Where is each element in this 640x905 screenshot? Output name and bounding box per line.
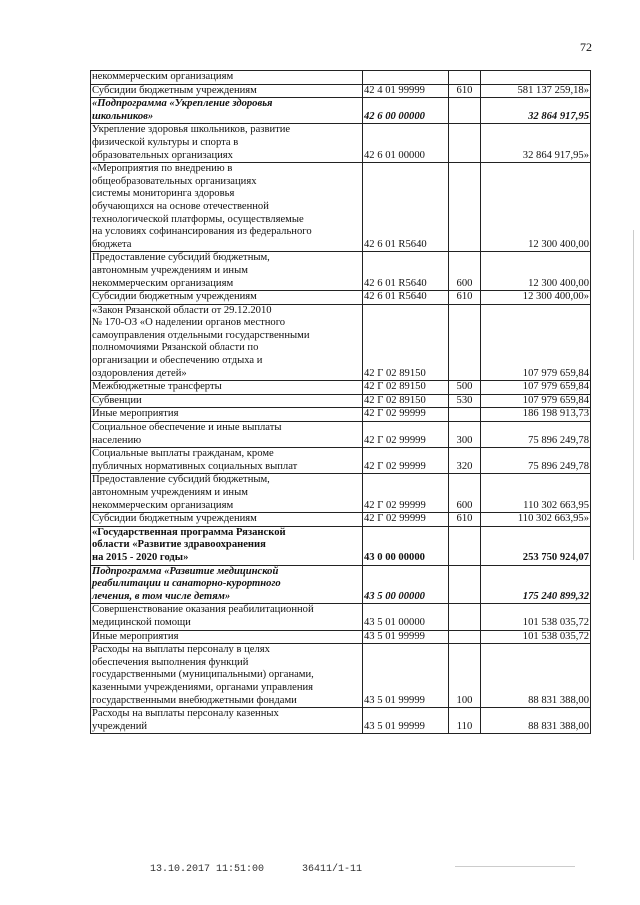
table-row: [91, 630, 591, 644]
table-row: [91, 644, 591, 708]
row-code-cell: 42 4 01 99999: [363, 84, 449, 98]
table-row: [91, 474, 591, 513]
row-code-cell: [363, 71, 449, 85]
row-expense-type-cell: [449, 604, 481, 630]
row-code-cell: 42 Г 02 99999: [363, 408, 449, 422]
row-code-cell: 42 6 00 00000: [363, 98, 449, 124]
table-row: [91, 565, 591, 604]
row-amount-cell: 101 538 035,72: [481, 604, 591, 630]
row-expense-type-cell: 320: [449, 448, 481, 474]
row-code-cell: 43 5 01 99999: [363, 708, 449, 734]
footer-datetime: 13.10.2017 11:51:00: [150, 864, 265, 875]
row-expense-type-cell: 610: [449, 513, 481, 527]
row-code-cell: 43 5 01 00000: [363, 604, 449, 630]
row-amount-cell: 107 979 659,84: [481, 381, 591, 395]
row-name-cell: Иные мероприятия: [91, 630, 363, 644]
table-row: [91, 291, 591, 305]
row-code-cell: 42 Г 02 99999: [363, 448, 449, 474]
table-row: [91, 71, 591, 85]
row-expense-type-cell: 100: [449, 644, 481, 708]
row-amount-cell: [481, 71, 591, 85]
row-amount-cell: 88 831 388,00: [481, 644, 591, 708]
table-row: [91, 394, 591, 408]
row-amount-cell: 186 198 913,73: [481, 408, 591, 422]
row-code-cell: 42 Г 02 89150: [363, 394, 449, 408]
row-code-cell: 42 Г 02 89150: [363, 381, 449, 395]
row-expense-type-cell: 500: [449, 381, 481, 395]
row-amount-cell: 101 538 035,72: [481, 630, 591, 644]
row-code-cell: 42 Г 02 99999: [363, 474, 449, 513]
row-amount-cell: 107 979 659,84: [481, 394, 591, 408]
scan-edge-line: [633, 230, 634, 560]
row-code-cell: 42 6 01 00000: [363, 124, 449, 163]
table-row: [91, 448, 591, 474]
row-expense-type-cell: [449, 124, 481, 163]
table-row: [91, 526, 591, 565]
table-row: [91, 252, 591, 291]
row-name-cell: Предоставление субсидий бюджетным, автономным учреждениям и иным некоммерческим организациям: [91, 474, 363, 513]
table-row: [91, 304, 591, 381]
scan-speck: [455, 866, 575, 867]
row-code-cell: 42 Г 02 99999: [363, 422, 449, 448]
row-amount-cell: 110 302 663,95»: [481, 513, 591, 527]
table-row: [91, 513, 591, 527]
row-name-cell: Социальное обеспечение и иные выплаты населению: [91, 422, 363, 448]
row-name-cell: Субсидии бюджетным учреждениям: [91, 291, 363, 305]
table-row: [91, 408, 591, 422]
row-name-cell: Укрепление здоровья школьников, развитие физической культуры и спорта в образовательных организациях: [91, 124, 363, 163]
row-expense-type-cell: [449, 630, 481, 644]
row-name-cell: Социальные выплаты гражданам, кроме публичных нормативных социальных выплат: [91, 448, 363, 474]
row-name-cell: Подпрограмма «Развитие медицинской реабилитации и санаторно-курортного лечения, в том числе детям»: [91, 565, 363, 604]
row-name-cell: Совершенствование оказания реабилитационной медицинской помощи: [91, 604, 363, 630]
row-name-cell: Межбюджетные трансферты: [91, 381, 363, 395]
row-expense-type-cell: [449, 98, 481, 124]
row-amount-cell: 75 896 249,78: [481, 422, 591, 448]
row-expense-type-cell: [449, 565, 481, 604]
table-row: [91, 98, 591, 124]
row-expense-type-cell: [449, 163, 481, 252]
row-name-cell: некоммерческим организациям: [91, 71, 363, 85]
row-expense-type-cell: [449, 304, 481, 381]
row-name-cell: «Закон Рязанской области от 29.12.2010 № 170-ОЗ «О наделении органов местного самоуправления отдельными государственными полномочиями Рязанской области по организации и обеспечению отдыха и оздоровления детей»: [91, 304, 363, 381]
row-expense-type-cell: 600: [449, 474, 481, 513]
row-name-cell: «Государственная программа Рязанской области «Развитие здравоохранения на 2015 - 2020 годы»: [91, 526, 363, 565]
row-expense-type-cell: 110: [449, 708, 481, 734]
row-amount-cell: 75 896 249,78: [481, 448, 591, 474]
budget-table-body: [91, 71, 591, 734]
row-name-cell: Субсидии бюджетным учреждениям: [91, 513, 363, 527]
row-name-cell: Субвенции: [91, 394, 363, 408]
row-amount-cell: 32 864 917,95»: [481, 124, 591, 163]
row-expense-type-cell: [449, 526, 481, 565]
row-code-cell: 42 Г 02 99999: [363, 513, 449, 527]
row-amount-cell: 581 137 259,18»: [481, 84, 591, 98]
row-amount-cell: 12 300 400,00: [481, 163, 591, 252]
row-amount-cell: 107 979 659,84: [481, 304, 591, 381]
table-row: [91, 124, 591, 163]
row-amount-cell: 110 302 663,95: [481, 474, 591, 513]
row-expense-type-cell: 300: [449, 422, 481, 448]
row-code-cell: 43 5 00 00000: [363, 565, 449, 604]
row-name-cell: «Мероприятия по внедрению в общеобразовательных организациях системы мониторинга здоровья обучающихся на основе отечественной технологической платформы, осуществляемые на условиях софинансирования из федерального бюджета: [91, 163, 363, 252]
row-code-cell: 42 6 01 R5640: [363, 163, 449, 252]
row-name-cell: Предоставление субсидий бюджетным, автономным учреждениям и иным некоммерческим организациям: [91, 252, 363, 291]
row-name-cell: Расходы на выплаты персоналу в целях обеспечения выполнения функций государственными (муниципальными) органами, казенными учреждениями, органами управления государственными внебюджетными фондами: [91, 644, 363, 708]
row-amount-cell: 253 750 924,07: [481, 526, 591, 565]
row-expense-type-cell: [449, 71, 481, 85]
row-expense-type-cell: [449, 408, 481, 422]
row-amount-cell: 32 864 917,95: [481, 98, 591, 124]
table-row: [91, 604, 591, 630]
row-code-cell: 42 6 01 R5640: [363, 291, 449, 305]
row-code-cell: 43 5 01 99999: [363, 644, 449, 708]
row-code-cell: 43 0 00 00000: [363, 526, 449, 565]
row-name-cell: Расходы на выплаты персоналу казенных учреждений: [91, 708, 363, 734]
row-amount-cell: 88 831 388,00: [481, 708, 591, 734]
row-expense-type-cell: 610: [449, 84, 481, 98]
row-name-cell: «Подпрограмма «Укрепление здоровья школьников»: [91, 98, 363, 124]
table-row: [91, 708, 591, 734]
row-code-cell: 43 5 01 99999: [363, 630, 449, 644]
row-expense-type-cell: 610: [449, 291, 481, 305]
footer-doc-code: 36411/1-11: [302, 864, 363, 875]
budget-table: [90, 70, 591, 734]
row-name-cell: Иные мероприятия: [91, 408, 363, 422]
table-row: [91, 84, 591, 98]
row-expense-type-cell: 530: [449, 394, 481, 408]
table-row: [91, 163, 591, 252]
row-amount-cell: 175 240 899,32: [481, 565, 591, 604]
row-expense-type-cell: 600: [449, 252, 481, 291]
row-amount-cell: 12 300 400,00: [481, 252, 591, 291]
row-code-cell: 42 Г 02 89150: [363, 304, 449, 381]
row-amount-cell: 12 300 400,00»: [481, 291, 591, 305]
row-name-cell: Субсидии бюджетным учреждениям: [91, 84, 363, 98]
table-row: [91, 422, 591, 448]
row-code-cell: 42 6 01 R5640: [363, 252, 449, 291]
page-number: 72: [580, 40, 592, 54]
table-row: [91, 381, 591, 395]
